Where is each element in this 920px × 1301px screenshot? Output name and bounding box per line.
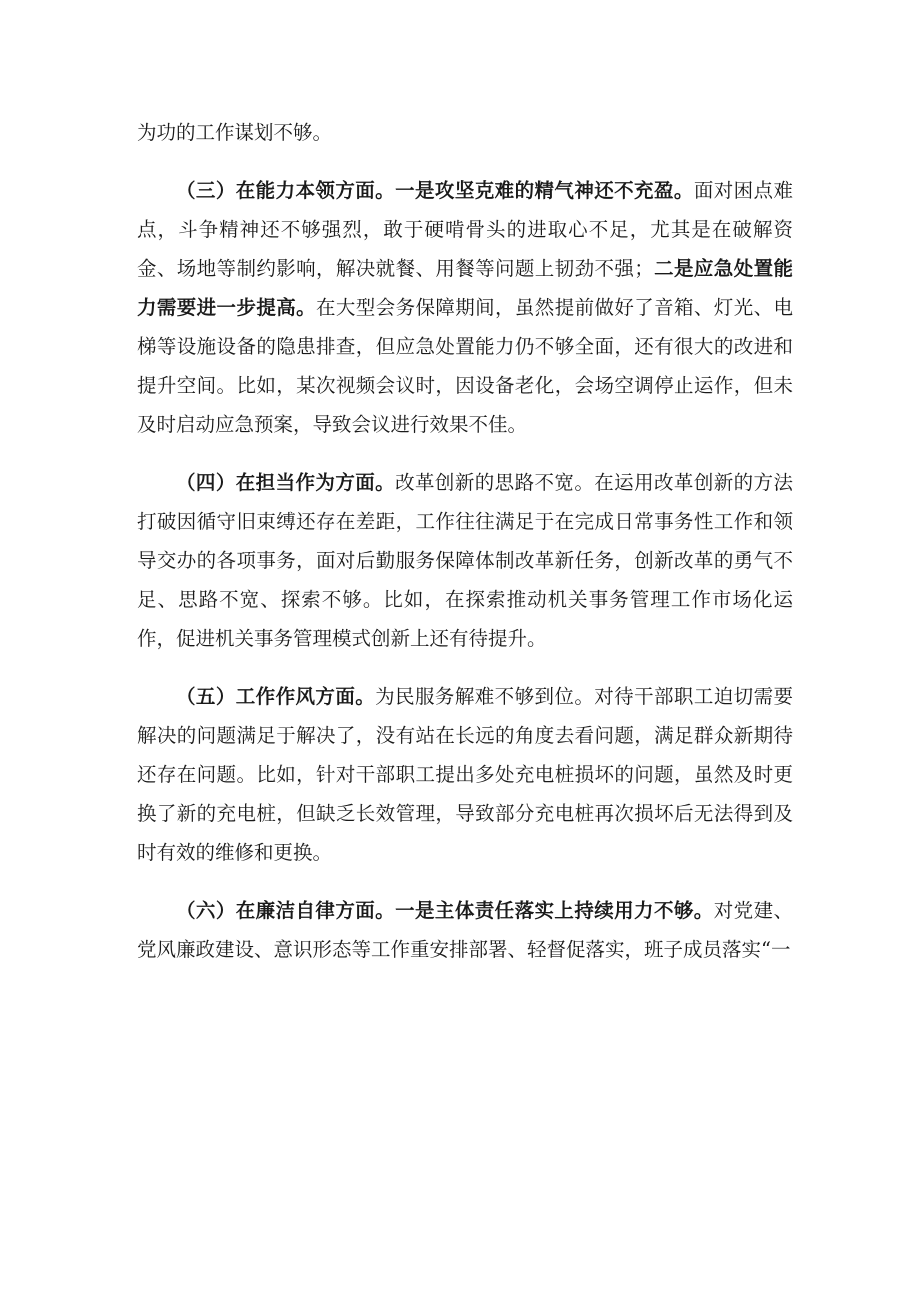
paragraph-integrity [137, 892, 793, 970]
paragraph-work-style [137, 678, 793, 873]
paragraph-continuation [137, 114, 793, 153]
section-heading-ability: （三）在能力本领方面。一是攻坚克难的精气神还不充盈。 [176, 179, 694, 203]
paragraph-responsibility [137, 464, 793, 659]
text-run: 为功的工作谋划不够。 [137, 121, 333, 144]
subpoint-heading-emergency: 二是应急处置能力需要进一步提高。 [137, 257, 793, 320]
text-run: 面对困点难点，斗争精神还不够强烈，敢于硬啃骨头的进取心不足，尤其是在破解资金、场地等制约影响，解决就餐、用餐等问题上韧劲不强； [137, 179, 793, 281]
document-body [137, 114, 793, 970]
text-run: 在大型会务保障期间，虽然提前做好了音箱、灯光、电梯等设施设备的隐患排查，但应急处置能力仍不够全面，还有很大的改进和提升空间。比如，某次视频会议时，因设备老化，会场空调停止运作，但未及时启动应急预案，导致会议进行效果不佳。 [137, 296, 793, 436]
text-run: 改革创新的思路不宽。在运用改革创新的方法打破因循守旧束缚还存在差距，工作往往满足于在完成日常事务性工作和领导交办的各项事务，面对后勤服务保障体制改革新任务，创新改革的勇气不足、思路不宽、探索不够。比如，在探索推动机关事务管理工作市场化运作，促进机关事务管理模式创新上还有待提升。 [137, 471, 793, 650]
section-heading-work-style: （五）工作作风方面。 [176, 685, 376, 709]
text-run: 为民服务解难不够到位。对待干部职工迫切需要解决的问题满足于解决了，没有站在长远的角度去看问题，满足群众新期待还存在问题。比如，针对干部职工提出多处充电桩损坏的问题，虽然及时更换了新的充电桩，但缺乏长效管理，导致部分充电桩再次损坏后无法得到及时有效的维修和更换。 [137, 685, 793, 864]
paragraph-ability [137, 172, 793, 444]
section-heading-responsibility: （四）在担当作为方面。 [176, 471, 396, 495]
text-run: 对党建、党风廉政建设、意识形态等工作重安排部署、轻督促落实，班子成员落实“一 [137, 899, 793, 962]
section-heading-integrity: （六）在廉洁自律方面。一是主体责任落实上持续用力不够。 [176, 899, 714, 923]
